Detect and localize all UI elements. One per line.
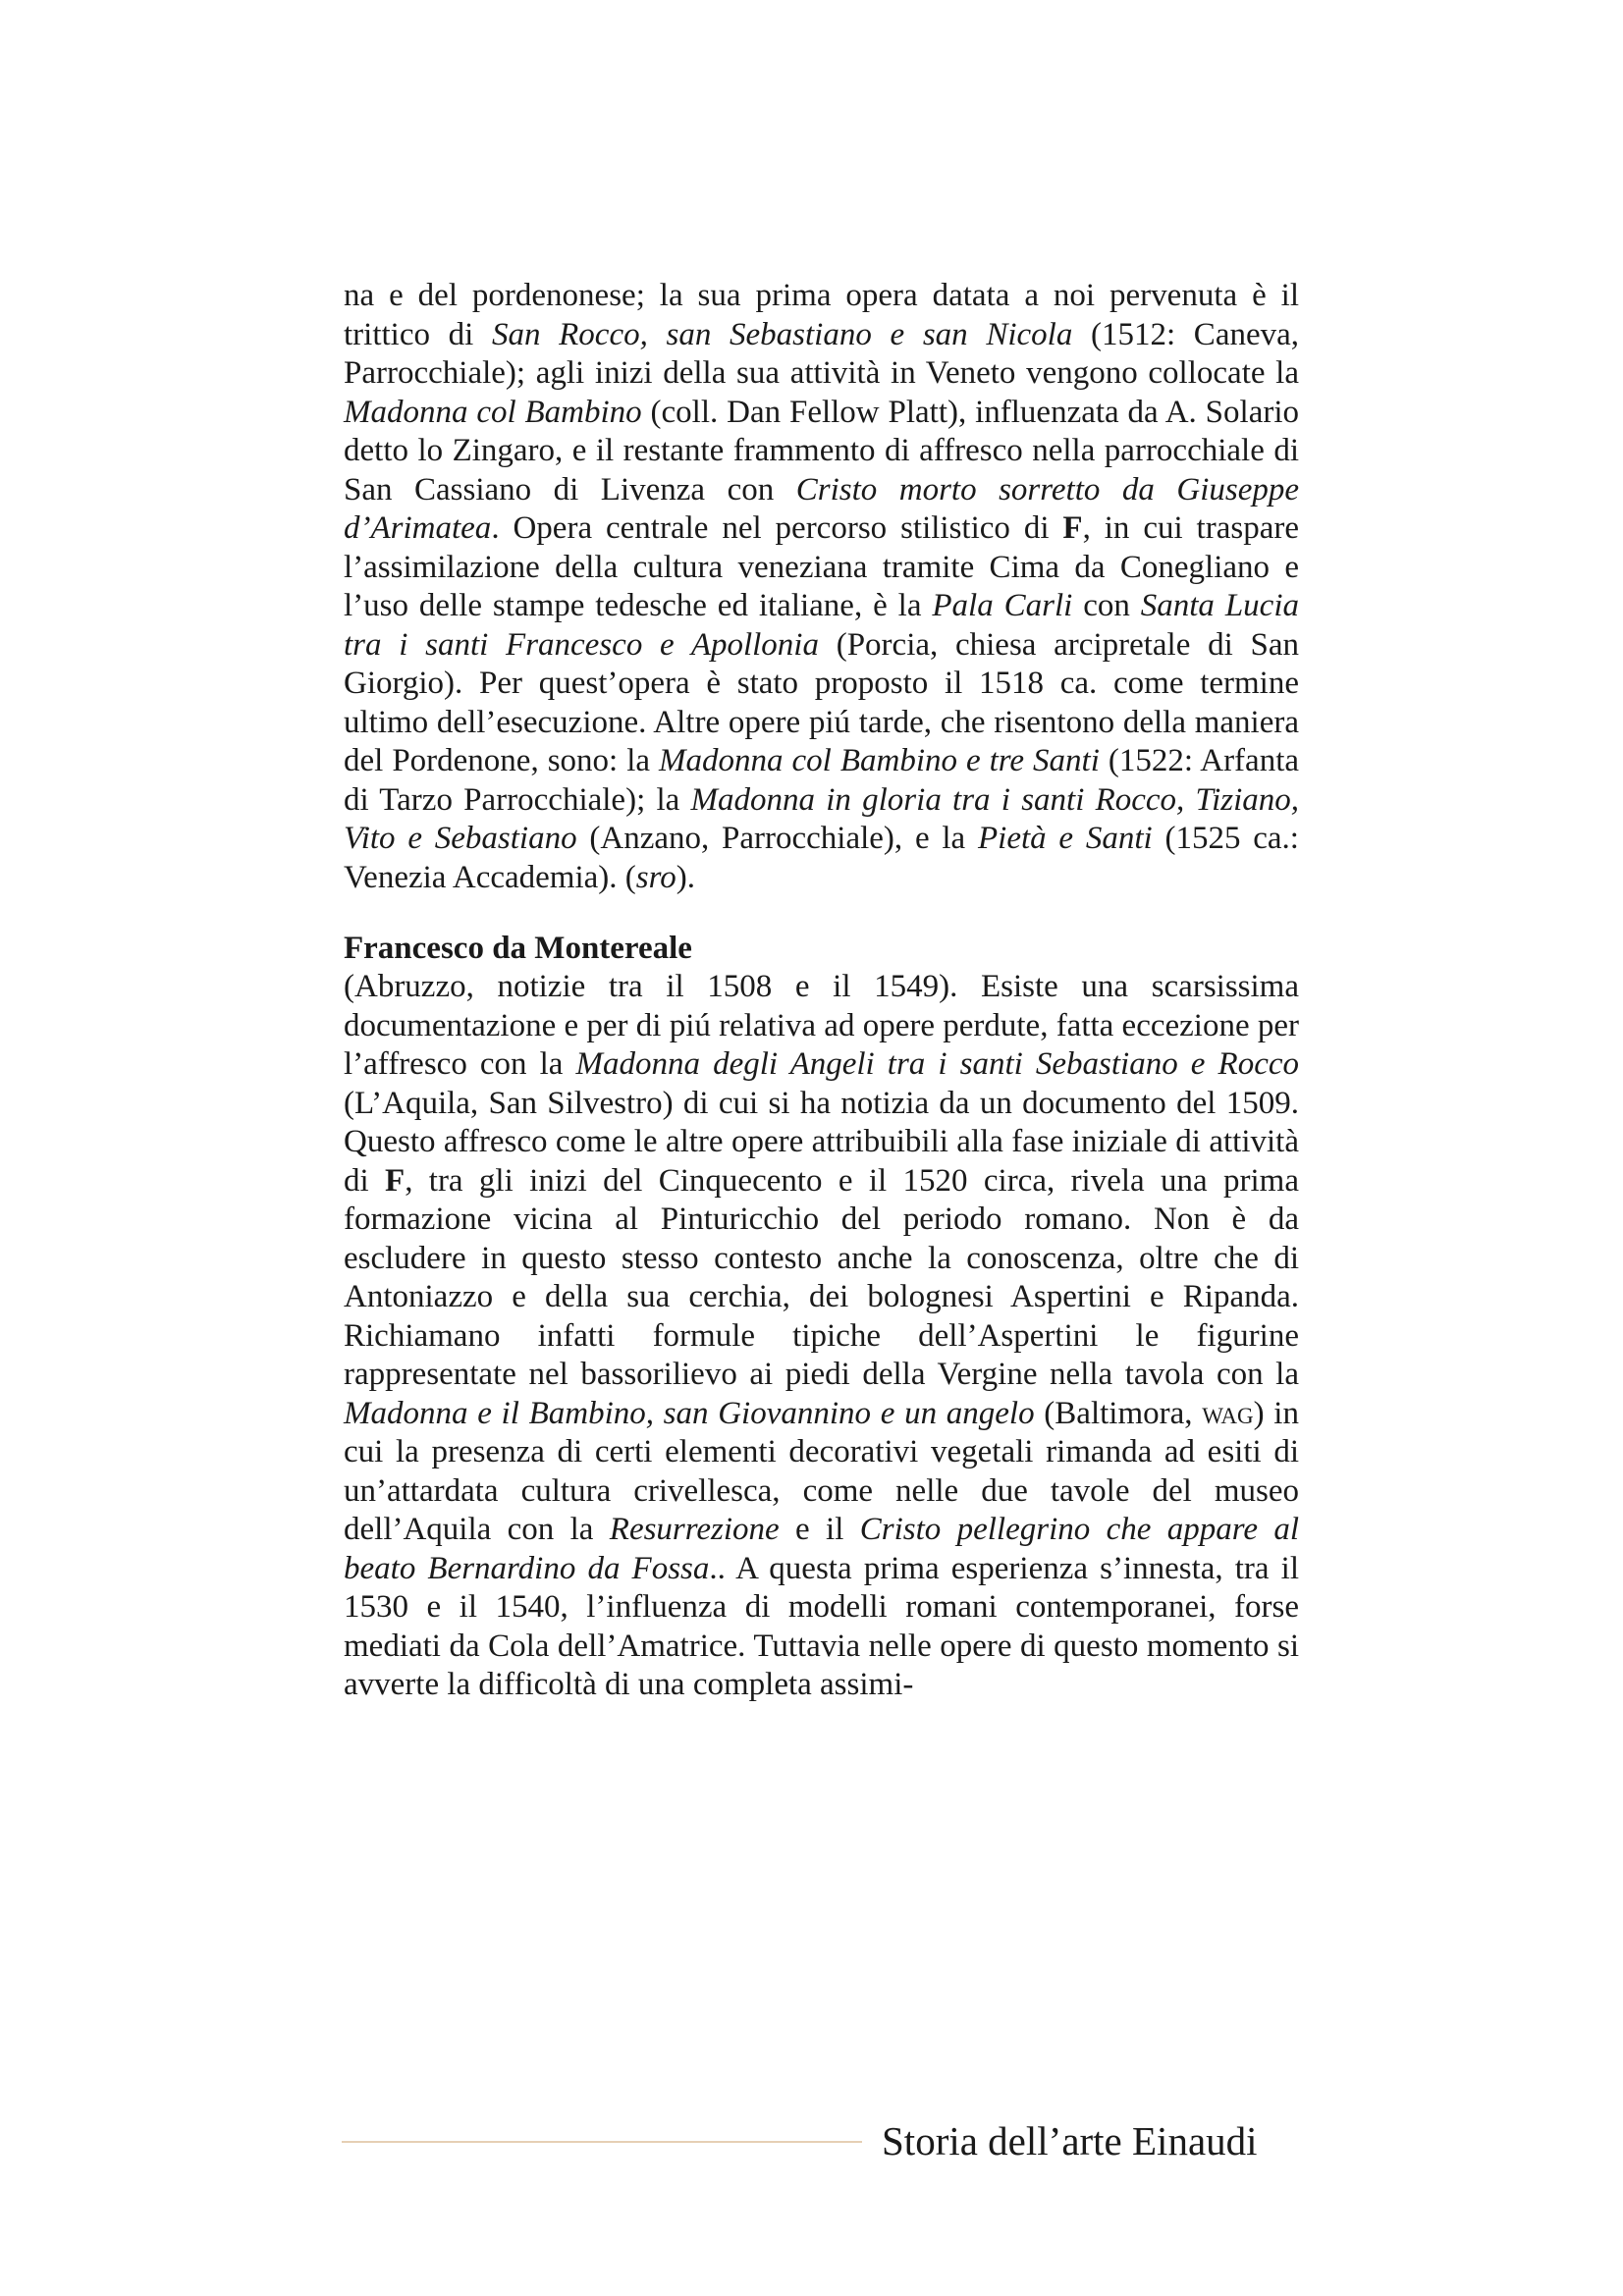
artwork-title: Cristo morto sorretto da Giuseppe d’Arimatea xyxy=(344,471,1299,546)
text-column xyxy=(344,277,1299,1705)
footer-rule xyxy=(342,2141,862,2143)
artist-initial: F xyxy=(1062,510,1083,546)
artwork-title: Madonna e il Bambino, san Giovannino e un angelo xyxy=(344,1395,1035,1431)
text-run: (1525 ca.: Venezia Accademia). ( xyxy=(344,821,1299,895)
footer-title: Storia dell’arte Einaudi xyxy=(882,2118,1258,2163)
text-run: (Porcia, chiesa arcipretale di San Giorgio). Per quest’opera è stato proposto il 1518 ca. come termine ultimo dell’esecuzione. Altre opere piú tarde, che risentono della maniera del Pordenone, sono: la xyxy=(344,626,1299,778)
text-run: na e del pordenonese; la sua prima opera datata a noi pervenuta è il trittico di xyxy=(344,278,1299,352)
artwork-title: Resurrezione xyxy=(609,1512,780,1547)
artwork-title: Pietà e Santi xyxy=(978,821,1153,856)
artwork-title: San Rocco, san Sebastiano e san Nicola xyxy=(491,316,1073,352)
artwork-title: Madonna in gloria tra i santi Rocco, Tiziano, Vito e Sebastiano xyxy=(344,781,1299,856)
artwork-title: Madonna col Bambino xyxy=(344,394,642,430)
artist-initial: F xyxy=(385,1162,406,1199)
text-run: .. A questa prima esperienza s’innesta, tra il 1530 e il 1540, l’influenza di modelli romani contemporanei, forse mediati da Cola dell’Amatrice. Tuttavia nelle opere di questo momento si avverte la difficoltà di una completa assimi- xyxy=(344,1550,1300,1702)
entry-paragraph xyxy=(344,968,1299,1705)
author-initials: sro xyxy=(635,859,676,895)
text-run: (1522: Arfanta di Tarzo Parrocchiale); la xyxy=(344,743,1300,818)
text-run: ) in cui la presenza di certi elementi decorativi vegetali rimanda ad esiti di un’attardata cultura crivellesca, come nelle due tavole del museo dell’Aquila con la xyxy=(344,1395,1299,1547)
text-run: . Opera centrale nel percorso stilistico di xyxy=(491,510,1063,546)
text-run: , in cui traspare l’assimilazione della cultura veneziana tramite Cima da Conegliano e l’uso delle stampe tedesche ed italiane, è la xyxy=(344,510,1299,623)
text-run: (Abruzzo, notizie tra il 1508 e il 1549). Esiste una scarsissima documentazione e per di piú relativa ad opere perdute, fatta eccezione per l’affresco con la xyxy=(344,969,1299,1082)
artwork-title: Madonna degli Angeli tra i santi Sebastiano e Rocco xyxy=(575,1046,1299,1082)
text-run: ). xyxy=(676,859,695,895)
museum-abbreviation: wag xyxy=(1202,1395,1254,1431)
text-run: con xyxy=(1072,588,1141,623)
artwork-title: Cristo pellegrino che appare al beato Bernardino da Fossa xyxy=(344,1512,1299,1586)
artwork-title: Santa Lucia tra i santi Francesco e Apollonia xyxy=(344,588,1299,663)
text-run: (L’Aquila, San Silvestro) di cui si ha notizia da un documento del 1509. Questo affresco come le altre opere attribuibili alla fase iniziale di attività di xyxy=(344,1085,1299,1199)
entry-continuation-paragraph xyxy=(344,277,1299,897)
text-run: (Anzano, Parrocchiale), e la xyxy=(576,821,978,856)
text-run: e il xyxy=(779,1512,860,1547)
artwork-title: Pala Carli xyxy=(932,588,1073,623)
entry-heading: Francesco da Montereale xyxy=(344,931,692,966)
text-run: (coll. Dan Fellow Platt), influenzata da A. Solario detto lo Zingaro, e il restante frammento di affresco nella parrocchiale di San Cassiano di Livenza con xyxy=(344,394,1299,507)
text-run: , tra gli inizi del Cinquecento e il 1520 circa, rivela una prima formazione vicina al Pinturicchio del periodo romano. Non è da escludere in questo stesso contesto anche la conoscenza, oltre che di Antoniazzo e della sua cerchia, dei bolognesi Aspertini e Ripanda. Richiamano infatti formule tipiche dell’Aspertini le figurine rappresentate nel bassorilievo ai piedi della Vergine nella tavola con la xyxy=(344,1162,1299,1392)
artwork-title: Madonna col Bambino e tre Santi xyxy=(659,743,1100,778)
text-run: (Baltimora, xyxy=(1034,1395,1203,1431)
text-run: (1512: Caneva, Parrocchiale); agli inizi della sua attività in Veneto vengono collocate la xyxy=(344,316,1300,391)
